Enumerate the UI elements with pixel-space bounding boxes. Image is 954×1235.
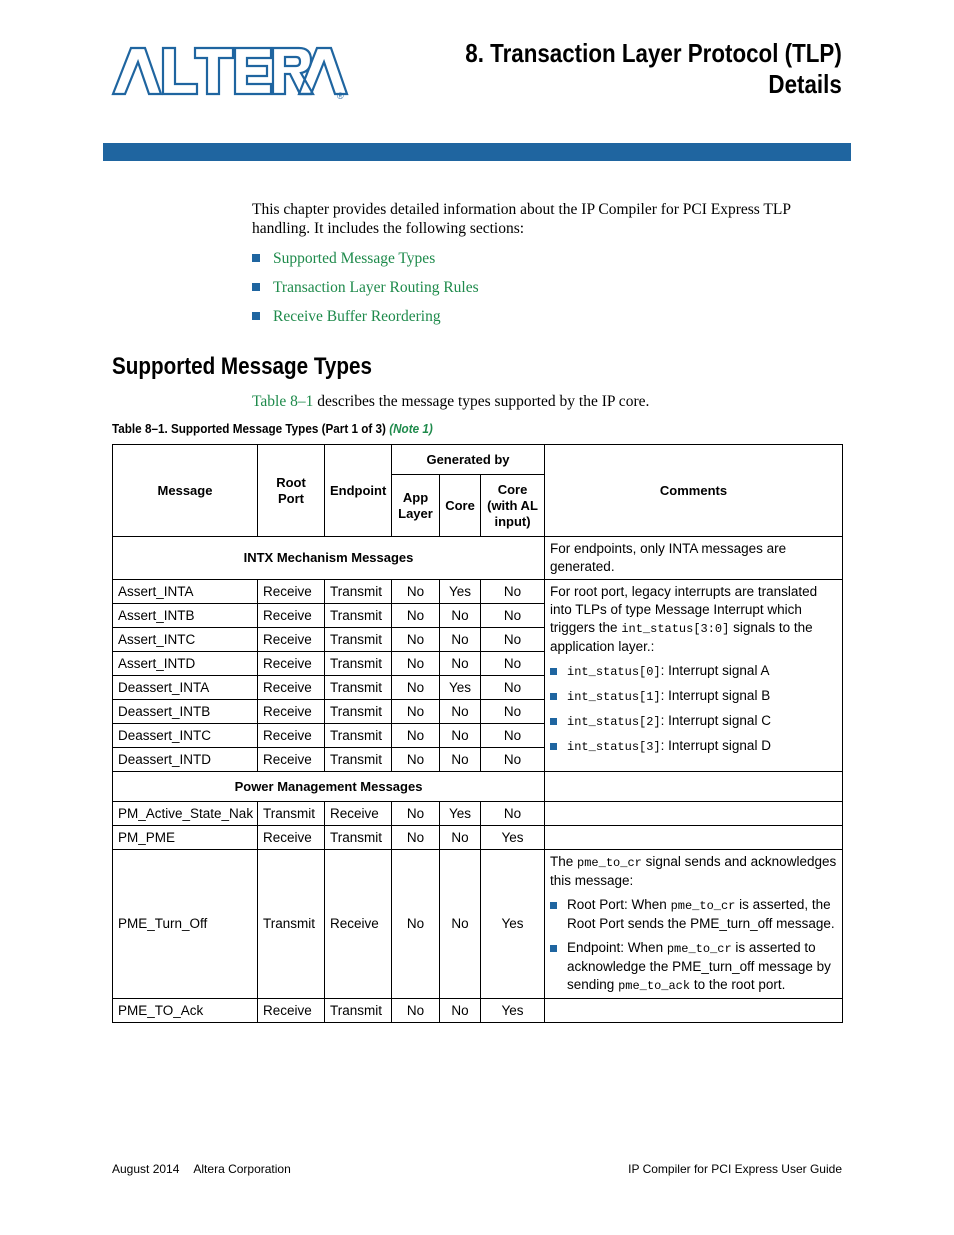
cell-endpoint: Transmit: [325, 652, 392, 676]
bullet-endpoint: [550, 939, 837, 995]
table-row: [113, 850, 843, 999]
svg-text:®: ®: [337, 91, 344, 100]
comment-text: to the root port.: [690, 977, 786, 992]
intx-comment-paragraph: [550, 583, 837, 656]
cell-core: No: [440, 850, 481, 999]
cell-message: Deassert_INTC: [113, 724, 258, 748]
pme-comment-paragraph: [550, 853, 837, 890]
group-row-power-management: Power Management Messages: [113, 772, 545, 802]
header-comments: Comments: [545, 445, 843, 537]
section-paragraph-text: describes the message types supported by the IP core.: [313, 393, 650, 410]
cell-core: No: [440, 826, 481, 850]
header-generated-by: Generated by: [392, 445, 545, 475]
intro-paragraph: This chapter provides detailed information about the IP Compiler for PCI Express TLP handling. It includes the following sections:: [252, 201, 791, 237]
table-row: [113, 999, 843, 1023]
comment-text: : Interrupt signal C: [660, 713, 771, 728]
comment-text: is asserted, the Root Port sends the PME_turn_off message.: [567, 897, 835, 931]
header-root-port: Root Port: [258, 445, 325, 537]
supported-message-types-table: [112, 444, 843, 1023]
bullet-square-icon: [550, 902, 557, 909]
intx-interrupt-comment: [545, 580, 843, 772]
table-caption-text: Table 8–1. Supported Message Types (Part 1 of 3): [112, 421, 386, 436]
comment-text: signal sends and acknowledges this message:: [550, 854, 837, 888]
cell-root-port: Transmit: [258, 850, 325, 999]
table-row: [113, 580, 843, 604]
cell-message: Assert_INTC: [113, 628, 258, 652]
header-core: Core: [440, 475, 481, 537]
cell-app-layer: No: [392, 700, 440, 724]
cell-message: Deassert_INTA: [113, 676, 258, 700]
cell-endpoint: Transmit: [325, 676, 392, 700]
cell-comment-empty: [545, 826, 843, 850]
bullet-int-status-2: [550, 712, 837, 731]
cell-comment-empty: [545, 802, 843, 826]
cell-endpoint: Transmit: [325, 700, 392, 724]
cell-message: Assert_INTA: [113, 580, 258, 604]
cell-message: Deassert_INTD: [113, 748, 258, 772]
bullet-square-icon: [550, 693, 557, 700]
cell-message: PME_Turn_Off: [113, 850, 258, 999]
cell-core-al: No: [481, 604, 545, 628]
comment-text: The: [550, 854, 578, 869]
bullet-int-status-0: [550, 662, 837, 681]
cell-message: Assert_INTD: [113, 652, 258, 676]
toc-link[interactable]: Transaction Layer Routing Rules: [273, 279, 479, 296]
cell-core-al: No: [481, 748, 545, 772]
cell-app-layer: No: [392, 802, 440, 826]
table-row: [113, 826, 843, 850]
cell-root-port: Receive: [258, 748, 325, 772]
chapter-title-line2: Details: [768, 69, 842, 99]
cell-message: Deassert_INTB: [113, 700, 258, 724]
comment-text: For root port, legacy interrupts are translated into TLPs of type Message Interrupt which triggers the: [550, 584, 818, 635]
cell-endpoint: Transmit: [325, 628, 392, 652]
cell-endpoint: Transmit: [325, 604, 392, 628]
cell-root-port: Receive: [258, 676, 325, 700]
cell-root-port: Receive: [258, 604, 325, 628]
chapter-title: [466, 38, 842, 100]
toc-item-supported-message-types[interactable]: [252, 250, 435, 268]
cell-core: No: [440, 652, 481, 676]
cell-endpoint: Transmit: [325, 580, 392, 604]
cell-core: No: [440, 604, 481, 628]
cell-core-al: No: [481, 724, 545, 748]
cell-root-port: Receive: [258, 826, 325, 850]
cell-app-layer: No: [392, 628, 440, 652]
cell-endpoint: Transmit: [325, 999, 392, 1023]
cell-endpoint: Receive: [325, 802, 392, 826]
bullet-square-icon: [252, 254, 260, 262]
pm-group-comment-empty: [545, 772, 843, 802]
cell-root-port: Receive: [258, 652, 325, 676]
bullet-square-icon: [252, 312, 260, 320]
table-reference-link[interactable]: Table 8–1: [252, 393, 314, 410]
section-paragraph: [252, 393, 649, 411]
comment-text: Root Port: When: [567, 897, 671, 912]
cell-app-layer: No: [392, 999, 440, 1023]
bullet-square-icon: [550, 718, 557, 725]
signal-code: pme_to_cr: [670, 899, 736, 913]
cell-app-layer: No: [392, 580, 440, 604]
signal-code: pme_to_cr: [577, 856, 642, 870]
cell-core-al: Yes: [481, 999, 545, 1023]
cell-core-al: No: [481, 700, 545, 724]
cell-endpoint: Transmit: [325, 826, 392, 850]
cell-core-al: No: [481, 628, 545, 652]
cell-endpoint: Transmit: [325, 748, 392, 772]
signal-code: int_status[2]: [567, 715, 661, 729]
cell-app-layer: No: [392, 652, 440, 676]
cell-app-layer: No: [392, 676, 440, 700]
cell-root-port: Transmit: [258, 802, 325, 826]
signal-code: pme_to_cr: [666, 942, 732, 956]
header-endpoint: Endpoint: [325, 445, 392, 537]
cell-comment-empty: [545, 999, 843, 1023]
cell-core: Yes: [440, 802, 481, 826]
bullet-square-icon: [252, 283, 260, 291]
cell-core: No: [440, 700, 481, 724]
cell-core: No: [440, 724, 481, 748]
cell-root-port: Receive: [258, 580, 325, 604]
cell-message: PME_TO_Ack: [113, 999, 258, 1023]
header-core-al: Core (with AL input): [481, 475, 545, 537]
cell-core: No: [440, 748, 481, 772]
toc-link[interactable]: Supported Message Types: [273, 250, 436, 267]
bullet-square-icon: [550, 668, 557, 675]
signal-code: pme_to_ack: [618, 979, 691, 993]
comment-text: Endpoint: When: [567, 940, 667, 955]
cell-app-layer: No: [392, 826, 440, 850]
footer-left: [112, 1162, 291, 1176]
toc-link[interactable]: Receive Buffer Reordering: [273, 308, 441, 325]
cell-message: Assert_INTB: [113, 604, 258, 628]
comment-text: is asserted to acknowledge the PME_turn_off message by sending: [567, 940, 831, 992]
cell-core-al: Yes: [481, 826, 545, 850]
table-row: [113, 802, 843, 826]
cell-root-port: Receive: [258, 628, 325, 652]
cell-core: No: [440, 628, 481, 652]
toc-item-receive-buffer-reordering[interactable]: [252, 308, 441, 326]
chapter-title-line1: 8. Transaction Layer Protocol (TLP): [465, 38, 842, 68]
intx-group-comment: For endpoints, only INTA messages are generated.: [545, 537, 843, 580]
cell-message: PM_PME: [113, 826, 258, 850]
cell-core-al: Yes: [481, 850, 545, 999]
cell-core: Yes: [440, 580, 481, 604]
altera-logo: [111, 44, 351, 100]
cell-core: No: [440, 999, 481, 1023]
cell-core-al: No: [481, 676, 545, 700]
bullet-int-status-3: [550, 737, 837, 756]
bullet-square-icon: [550, 945, 557, 952]
cell-message: PM_Active_State_Nak: [113, 802, 258, 826]
cell-endpoint: Transmit: [325, 724, 392, 748]
signal-code: int_status[1]: [567, 690, 661, 704]
cell-root-port: Receive: [258, 724, 325, 748]
footer-date: August 2014: [112, 1162, 180, 1176]
footer-guide-title: IP Compiler for PCI Express User Guide: [628, 1162, 842, 1176]
comment-text: : Interrupt signal B: [660, 688, 771, 703]
signal-code: int_status[3:0]: [621, 622, 730, 636]
pme-turn-off-comment: [545, 850, 843, 999]
bullet-square-icon: [550, 743, 557, 750]
footer-company: Altera Corporation: [193, 1162, 291, 1176]
cell-core: Yes: [440, 676, 481, 700]
group-row-intx: INTX Mechanism Messages: [113, 537, 545, 580]
comment-text: : Interrupt signal D: [660, 738, 771, 753]
header-message: Message: [113, 445, 258, 537]
cell-root-port: Receive: [258, 700, 325, 724]
table-note-link[interactable]: (Note 1): [389, 421, 433, 436]
cell-core-al: No: [481, 802, 545, 826]
table-caption: [112, 421, 433, 436]
cell-app-layer: No: [392, 724, 440, 748]
bullet-int-status-1: [550, 687, 837, 706]
cell-app-layer: No: [392, 748, 440, 772]
cell-app-layer: No: [392, 604, 440, 628]
cell-core-al: No: [481, 580, 545, 604]
cell-core-al: No: [481, 652, 545, 676]
bullet-root-port: [550, 896, 837, 933]
title-rule-bar: [103, 143, 851, 161]
signal-code: int_status[0]: [567, 665, 661, 679]
comment-text: : Interrupt signal A: [660, 663, 770, 678]
signal-code: int_status[3]: [567, 740, 661, 754]
toc-item-transaction-layer-routing-rules[interactable]: [252, 279, 479, 297]
cell-endpoint: Receive: [325, 850, 392, 999]
cell-root-port: Receive: [258, 999, 325, 1023]
header-app-layer: App Layer: [392, 475, 440, 537]
cell-app-layer: No: [392, 850, 440, 999]
comment-text: signals to the application layer.:: [550, 620, 813, 654]
section-heading: Supported Message Types: [112, 353, 372, 380]
